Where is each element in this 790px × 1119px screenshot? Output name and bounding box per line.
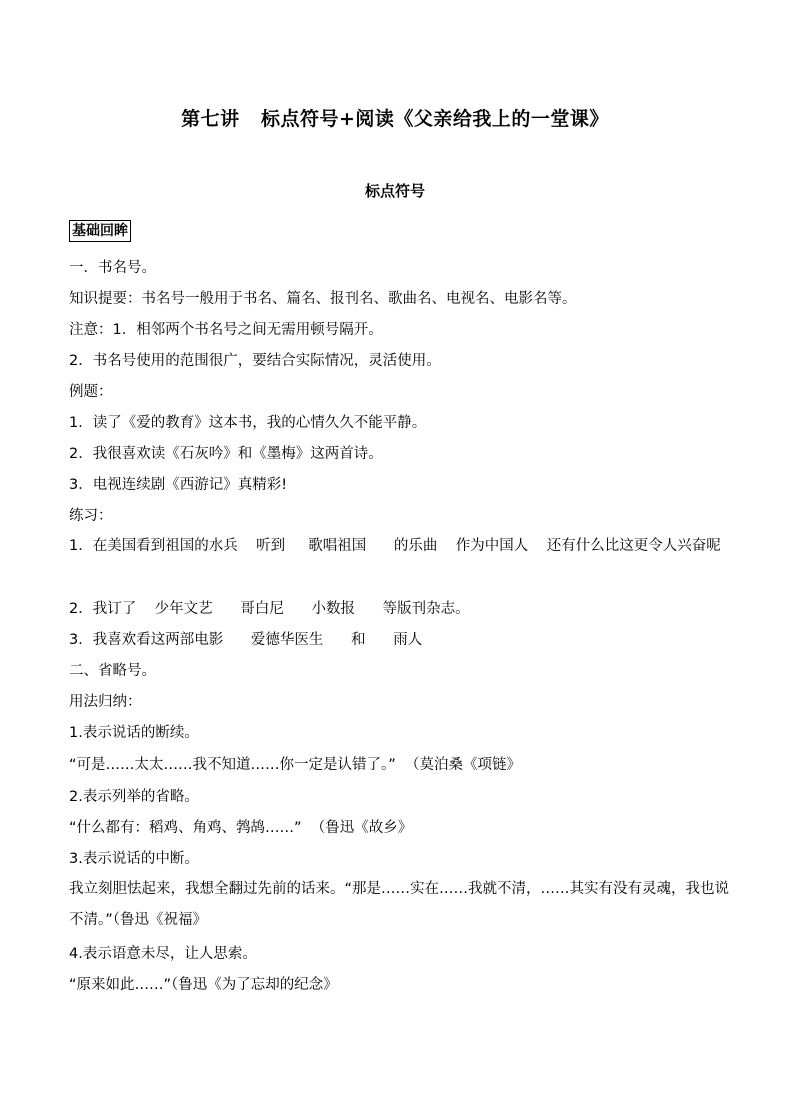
- text-line: “什么都有：稻鸡、角鸡、鹁鸪……” （鲁迅《故乡》: [69, 820, 413, 836]
- boxed-heading: 基础回眸: [69, 220, 131, 242]
- text-line: 2.表示列举的省略。: [69, 789, 199, 805]
- text-line: 1.表示说话的断续。: [69, 725, 199, 741]
- text-line: 一．书名号。: [69, 260, 156, 276]
- text-line: 1．读了《爱的教育》这本书，我的心情久久不能平静。: [69, 415, 427, 431]
- text-line: 3.表示说话的中断。: [69, 851, 199, 867]
- text-line: 二、省略号。: [69, 663, 156, 679]
- text-line: “原来如此……”（鲁迅《为了忘却的纪念》: [69, 977, 338, 993]
- text-line: 3．我喜欢看这两部电影 爱德华医生 和 雨人: [69, 632, 423, 648]
- text-line: 练习：: [69, 508, 113, 524]
- text-line: 例题：: [69, 384, 113, 400]
- text-line: 注意：1．相邻两个书名号之间无需用顿号隔开。: [69, 322, 383, 338]
- text-line: 用法归纳：: [69, 694, 142, 710]
- text-paragraph: 我立刻胆怯起来，我想全翻过先前的话来。“那是……实在……我就不清，……其实有没有灵魂，我也说不清。”（鲁迅《祝福》: [69, 881, 730, 928]
- text-paragraph: 1．在美国看到祖国的水兵 听到 歌唱祖国 的乐曲 作为中国人 还有什么比这更令人兴奋呢: [69, 538, 721, 554]
- section-title: 标点符号: [364, 182, 425, 200]
- text-line: 3．电视连续剧《西游记》真精彩!: [69, 477, 288, 493]
- text-line: “可是……太太……我不知道……你一定是认错了。” （莫泊桑《项链》: [69, 757, 521, 773]
- document-title: 第七讲 标点符号+阅读《父亲给我上的一堂课》: [181, 108, 609, 130]
- text-line: 知识提要：书名号一般用于书名、篇名、报刊名、歌曲名、电视名、电影名等。: [69, 291, 577, 307]
- text-line: 4.表示语意未尽，让人思索。: [69, 946, 257, 962]
- text-line: 2．我很喜欢读《石灰吟》和《墨梅》这两首诗。: [69, 446, 383, 462]
- text-line: 2．我订了 少年文艺 哥白尼 小数报 等版刊杂志。: [69, 601, 470, 617]
- text-line: 2．书名号使用的范围很广，要结合实际情况，灵活使用。: [69, 353, 441, 369]
